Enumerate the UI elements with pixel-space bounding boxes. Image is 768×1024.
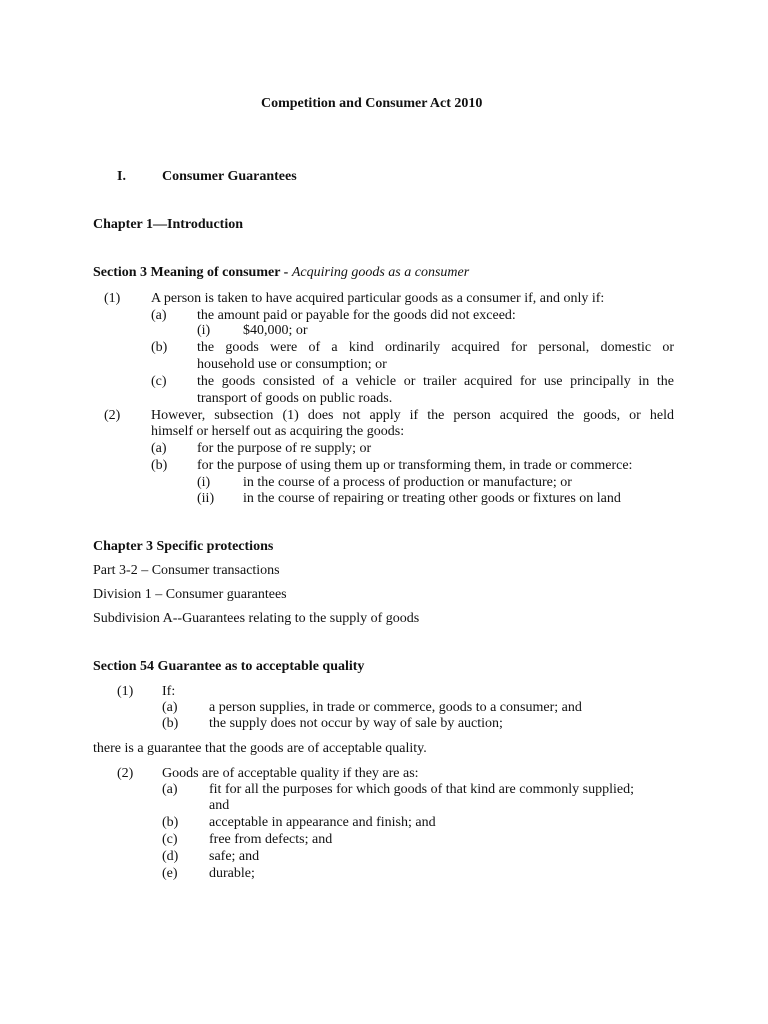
chapter3-division: Division 1 – Consumer guarantees: [93, 587, 287, 602]
section54-heading: Section 54 Guarantee as to acceptable quality: [93, 659, 365, 674]
s54-sub2-a-label: (a): [162, 782, 178, 797]
s3-sub1-c-line1: the goods consisted of a vehicle or trailer acquired for use principally in the: [197, 374, 674, 389]
s3-sub1-b-line2: household use or consumption; or: [197, 357, 387, 372]
s3-sub1-b-label: (b): [151, 340, 168, 355]
document-title: Competition and Consumer Act 2010: [261, 96, 483, 111]
part-numeral: I.: [117, 169, 126, 184]
chapter3-part: Part 3-2 – Consumer transactions: [93, 563, 280, 578]
s3-sub2-number: (2): [104, 408, 121, 423]
chapter3-heading: Chapter 3 Specific protections: [93, 539, 274, 554]
s3-sub1-b-line1: the goods were of a kind ordinarily acquired for personal, domestic or: [197, 340, 674, 355]
s3-sub2-line2: himself or herself out as acquiring the goods:: [151, 424, 405, 439]
s54-sub1-text: If:: [162, 684, 176, 699]
s3-sub1-a-text: the amount paid or payable for the goods did not exceed:: [197, 308, 516, 323]
s3-sub2-b-text: for the purpose of using them up or transforming them, in trade or commerce:: [197, 458, 633, 473]
section3-subtitle: Acquiring goods as a consumer: [291, 265, 470, 280]
s54-sub2-c-label: (c): [162, 832, 178, 847]
chapter1-heading: Chapter 1—Introduction: [93, 217, 244, 232]
s54-sub2-a-line2: and: [209, 798, 230, 813]
s3-sub2-b-i-text: in the course of a process of production or manufacture; or: [243, 475, 572, 490]
s54-sub1-b-text: the supply does not occur by way of sale by auction;: [209, 716, 503, 731]
s3-sub1-a-label: (a): [151, 308, 167, 323]
s54-sub2-d-label: (d): [162, 849, 179, 864]
s54-sub2-number: (2): [117, 766, 134, 781]
s54-sub2-a-line1: fit for all the purposes for which goods of that kind are commonly supplied;: [209, 782, 634, 797]
s3-sub1-c-label: (c): [151, 374, 167, 389]
s3-sub1-text: A person is taken to have acquired particular goods as a consumer if, and only if:: [151, 291, 605, 306]
s54-sub2-e-label: (e): [162, 866, 178, 881]
s54-sub2-text: Goods are of acceptable quality if they are as:: [162, 766, 419, 781]
chapter3-subdivision: Subdivision A--Guarantees relating to the supply of goods: [93, 611, 420, 626]
s3-sub2-b-ii-text: in the course of repairing or treating other goods or fixtures on land: [243, 491, 621, 506]
s3-sub2-b-label: (b): [151, 458, 168, 473]
s54-guarantee-text: there is a guarantee that the goods are of acceptable quality.: [93, 741, 427, 756]
s3-sub1-a-i-label: (i): [197, 323, 211, 338]
s3-sub2-b-ii-label: (ii): [197, 491, 215, 506]
s54-sub2-d-text: safe; and: [209, 849, 260, 864]
s3-sub2-a-label: (a): [151, 441, 167, 456]
part-heading: Consumer Guarantees: [162, 169, 297, 184]
s54-sub1-number: (1): [117, 684, 134, 699]
s54-sub2-b-label: (b): [162, 815, 179, 830]
s3-sub1-number: (1): [104, 291, 121, 306]
s54-sub1-b-label: (b): [162, 716, 179, 731]
s54-sub2-b-text: acceptable in appearance and finish; and: [209, 815, 436, 830]
s3-sub2-b-i-label: (i): [197, 475, 211, 490]
s54-sub2-e-text: durable;: [209, 866, 255, 881]
s3-sub1-c-line2: transport of goods on public roads.: [197, 391, 393, 406]
s3-sub2-line1: However, subsection (1) does not apply if the person acquired the goods, or held: [151, 408, 674, 423]
section3-title: Section 3 Meaning of consumer -: [93, 265, 292, 280]
s54-sub1-a-text: a person supplies, in trade or commerce, goods to a consumer; and: [209, 700, 582, 715]
s3-sub2-a-text: for the purpose of re supply; or: [197, 441, 372, 456]
s54-sub1-a-label: (a): [162, 700, 178, 715]
section3-heading: [93, 264, 469, 281]
s3-sub1-a-i-text: $40,000; or: [243, 323, 308, 338]
s54-sub2-c-text: free from defects; and: [209, 832, 333, 847]
